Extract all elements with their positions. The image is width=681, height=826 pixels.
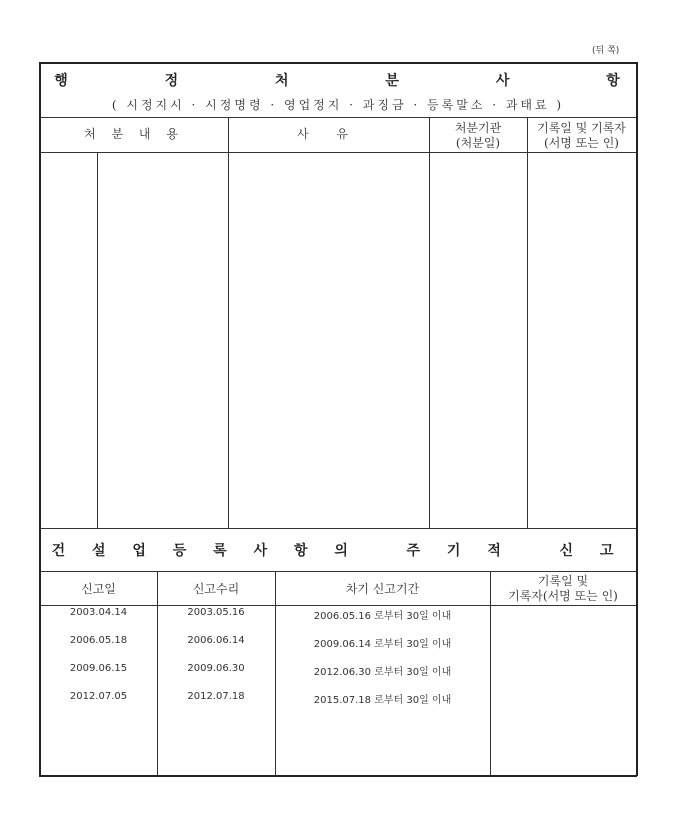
row-report-accept: 2003.05.16 xyxy=(187,607,245,618)
row-report-date: 2012.07.05 xyxy=(69,691,128,702)
frame-bottom xyxy=(39,775,637,777)
header-report-record-line1: 기록일 및 xyxy=(537,574,589,588)
report-header-bottom-line xyxy=(40,605,636,606)
admin-header-top-line xyxy=(40,117,636,118)
admin-col-divider-3 xyxy=(527,117,528,528)
row-report-date: 2009.06.15 xyxy=(69,663,128,674)
header-agency-line1: 처분기관 xyxy=(454,121,502,135)
header-reason: 사 유 xyxy=(297,127,360,141)
header-admin-record-line2: (서명 또는 인) xyxy=(544,136,619,150)
header-agency-line2: (처분일) xyxy=(455,136,501,150)
report-header-top-line xyxy=(40,571,636,572)
header-report-record xyxy=(490,574,636,604)
header-report-next-period: 차기 신고기간 xyxy=(345,582,420,596)
header-report-record-line2: 기록자(서명 또는 인) xyxy=(508,589,618,603)
row-report-next-period: 2009.06.14 로부터 30일 이내 xyxy=(313,639,452,650)
page-side-mark: (뒤 쪽) xyxy=(592,46,620,56)
row-report-next-period: 2012.06.30 로부터 30일 이내 xyxy=(313,667,452,678)
table-row xyxy=(40,691,490,719)
row-report-accept: 2009.06.30 xyxy=(187,663,245,674)
header-report-accept: 신고수리 xyxy=(192,582,240,596)
header-disposition-content: 처 분 내 용 xyxy=(84,127,184,141)
row-report-accept: 2006.06.14 xyxy=(187,635,245,646)
header-report-date: 신고일 xyxy=(81,582,116,596)
report-title: 건 설 업 등 록 사 항 의 주 기 적 신 고 xyxy=(51,543,625,559)
header-admin-record-line1: 기록일 및 기록자 xyxy=(537,121,626,135)
frame-top xyxy=(39,62,637,64)
admin-header-bottom-line xyxy=(40,152,636,153)
header-admin-record xyxy=(527,121,636,151)
row-report-accept: 2012.07.18 xyxy=(187,691,245,702)
row-report-next-period: 2006.05.16 로부터 30일 이내 xyxy=(313,611,452,622)
admin-col-divider-1 xyxy=(228,117,229,528)
admin-col-divider-2 xyxy=(429,117,430,528)
report-rows xyxy=(40,607,490,719)
table-row xyxy=(40,663,490,691)
admin-title: 행 정 처 분 사 항 xyxy=(54,73,666,89)
header-agency xyxy=(429,121,527,151)
table-row xyxy=(40,635,490,663)
frame-right xyxy=(636,62,638,776)
admin-section-bottom-line xyxy=(40,528,636,529)
row-report-date: 2003.04.14 xyxy=(69,607,128,618)
row-report-next-period: 2015.07.18 로부터 30일 이내 xyxy=(313,695,452,706)
row-report-date: 2006.05.18 xyxy=(69,635,128,646)
table-row xyxy=(40,607,490,635)
admin-content-subdivider xyxy=(97,152,98,528)
admin-subtitle: ( 시정지시 · 시정명령 · 영업정지 · 과징금 · 등록말소 · 과태료 ) xyxy=(111,98,565,112)
